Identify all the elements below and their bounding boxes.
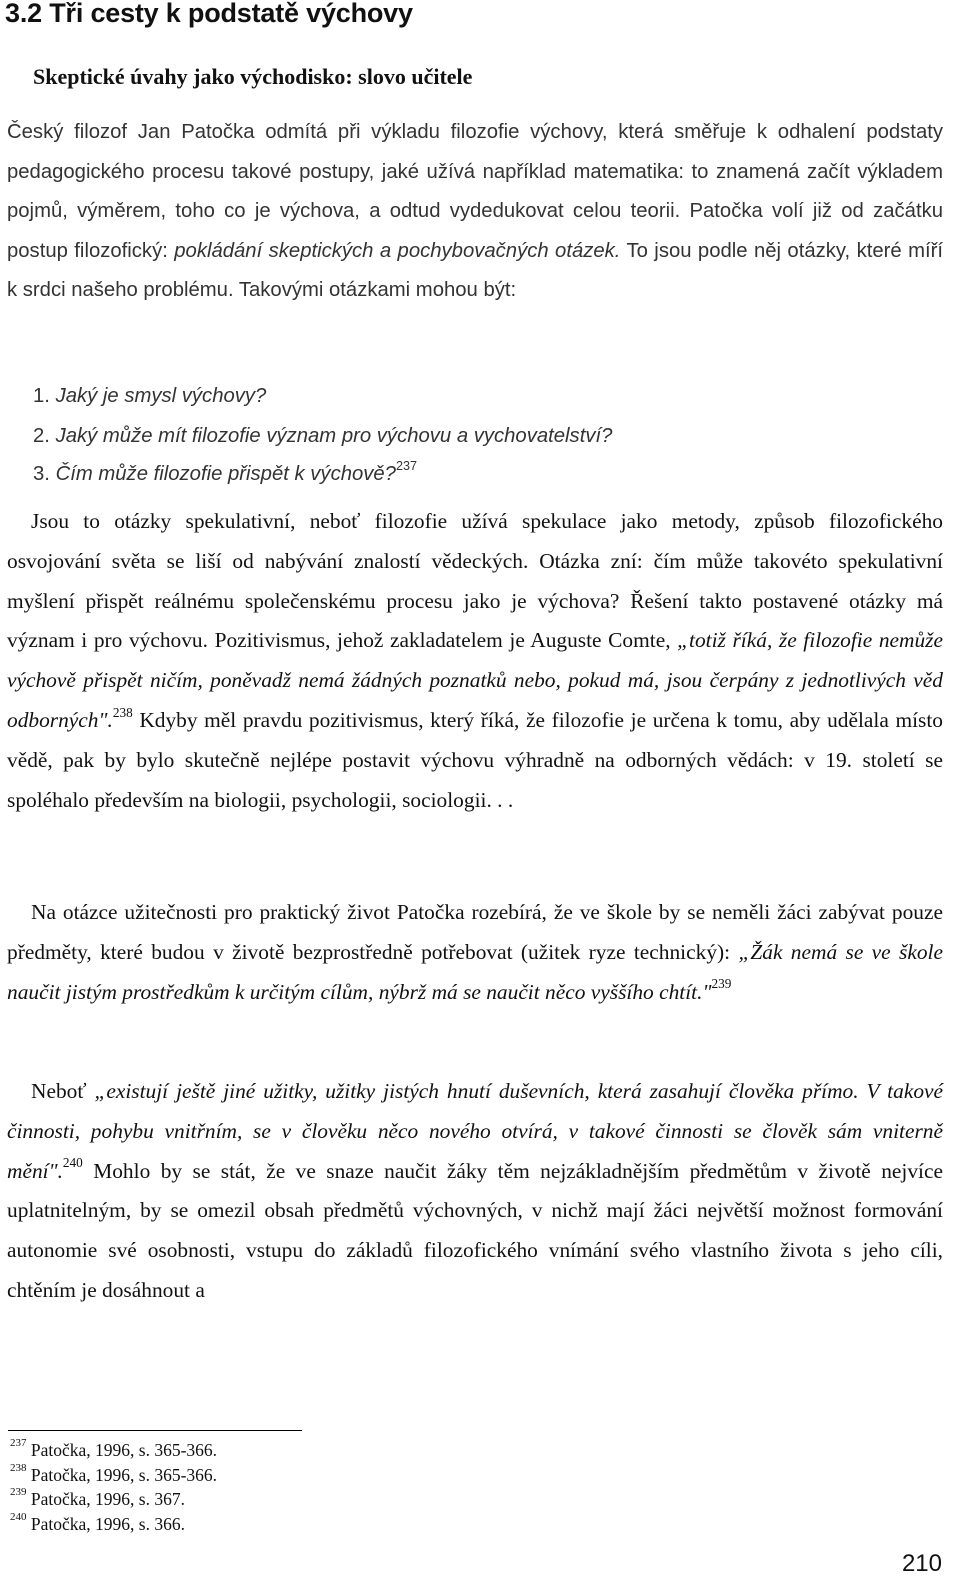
paragraph-quote: „existují ještě jiné užitky, užitky jistých hnutí duševních, která zasahují člověka přímo. V takové činnosti, pohybu vnitřním, se v člověku něco nového otvírá, v takové činnosti se člověk sám vniterně mění". (7, 1079, 943, 1183)
question-text: Jaký může mít filozofie význam pro výchovu a vychovatelství? (55, 425, 613, 447)
footnote-list (10, 1438, 217, 1536)
footnote (10, 1512, 217, 1537)
question-number: 1. (33, 385, 50, 407)
subsection-heading: Skeptické úvahy jako východisko: slovo učitele (33, 64, 473, 89)
paragraph-text: Kdyby měl pravdu pozitivismus, který říká, že filozofie je určena k tomu, aby udělala místo vědě, pak by bylo skutečně nejlépe postavit výchovu výhradně na odborných vědách: v 19. století se spoléhalo především na biologii, psychologii, sociologii. . . (7, 707, 943, 812)
paragraph-other-uses (7, 1072, 943, 1311)
paragraph-intro (7, 113, 943, 311)
question-item (33, 425, 612, 448)
paragraph-text: To jsou podle něj otázky, které míří k srdci našeho problému. Takovými otázkami mohou být: (7, 239, 943, 301)
paragraph-quote: „Žák nemá se ve škole naučit jistým prostředkům k určitým cílům, nýbrž má se naučit něco vyššího chtít." (7, 939, 943, 1004)
paragraph-quote: „totiž říká, že filozofie nemůže výchově přispět ničím, poněvadž nemá žádných poznatků nebo, pokud má, jsou čerpány z jednotlivých věd odborných". (7, 628, 943, 732)
paragraph-speculative (7, 502, 943, 820)
paragraph-usefulness (7, 893, 943, 1012)
question-item (33, 459, 417, 486)
paragraph-text: Český filozof Jan Patočka odmítá při výkladu filozofie výchovy, která směřuje k odhalení podstaty pedagogického procesu takové postupy, jaké užívá například matematika: to znamená začít výkladem pojmů, výměrem, toho co je výchova, a odtud vydedukovat celou teorii. Patočka volí již od začátku postup filozofický: (7, 121, 943, 262)
footnote-number: 239 (10, 1486, 27, 1499)
paragraph-text: Mohlo by se stát, že ve snaze naučit žáky těm nejzákladnějším předmětům v životě nejvíce uplatnitelným, by se omezil obsah předmětů výchovných, v nichž mají žáci největší možnost formování autonomie své osobnosti, vstupu do základů filozofického vnímání svého vlastního života s jeho cíli, chtěním je dosáhnout a (7, 1158, 943, 1302)
footnote-text: Patočka, 1996, s. 366. (30, 1513, 185, 1534)
paragraph-text: Na otázce užitečnosti pro praktický život Patočka rozebírá, že ve škole by se neměli žáci zabývat pouze předměty, které budou v životě bezprostředně potřebovat (užitek ryze technický): (7, 900, 943, 964)
footnote-text: Patočka, 1996, s. 365-366. (30, 1440, 218, 1460)
footnote (10, 1487, 217, 1512)
question-number: 2. (33, 425, 50, 447)
question-number: 3. (33, 463, 50, 485)
question-text: Čím může filozofie přispět k výchově? (55, 463, 396, 485)
footnote (10, 1463, 217, 1488)
paragraph-text: Jsou to otázky spekulativní, neboť filozofie užívá spekulace jako metody, způsob filozofického osvojování světa se liší od nabývání znalostí vědeckých. Otázka zní: čím může takovéto spekulativní myšlení přispět reálnému společenskému procesu jako je výchova? Řešení takto postavené otázky má význam i pro výchovu. Pozitivismus, jehož zakladatelem je Auguste Comte, (7, 509, 943, 653)
question-item (33, 385, 266, 408)
section-heading: 3.2 Tři cesty k podstatě výchovy (5, 0, 413, 28)
paragraph-text: Neboť (31, 1079, 95, 1103)
question-text: Jaký je smysl výchovy? (55, 385, 267, 407)
paragraph-italic: pokládání skeptických a pochybovačných otázek. (174, 239, 621, 262)
footnote-ref: 239 (711, 976, 732, 992)
footnote-ref: 240 (62, 1155, 83, 1171)
footnote-number: 238 (10, 1461, 27, 1474)
page-number: 210 (901, 1550, 942, 1577)
footnote-number: 237 (10, 1437, 27, 1450)
footnote-text: Patočka, 1996, s. 367. (30, 1489, 185, 1509)
footnote (10, 1438, 217, 1463)
footnote-ref: 238 (112, 704, 133, 720)
footnote-ref: 237 (395, 459, 417, 474)
footnote-text: Patočka, 1996, s. 365-366. (30, 1464, 218, 1485)
footnote-divider (8, 1430, 302, 1431)
footnote-number: 240 (10, 1510, 27, 1523)
